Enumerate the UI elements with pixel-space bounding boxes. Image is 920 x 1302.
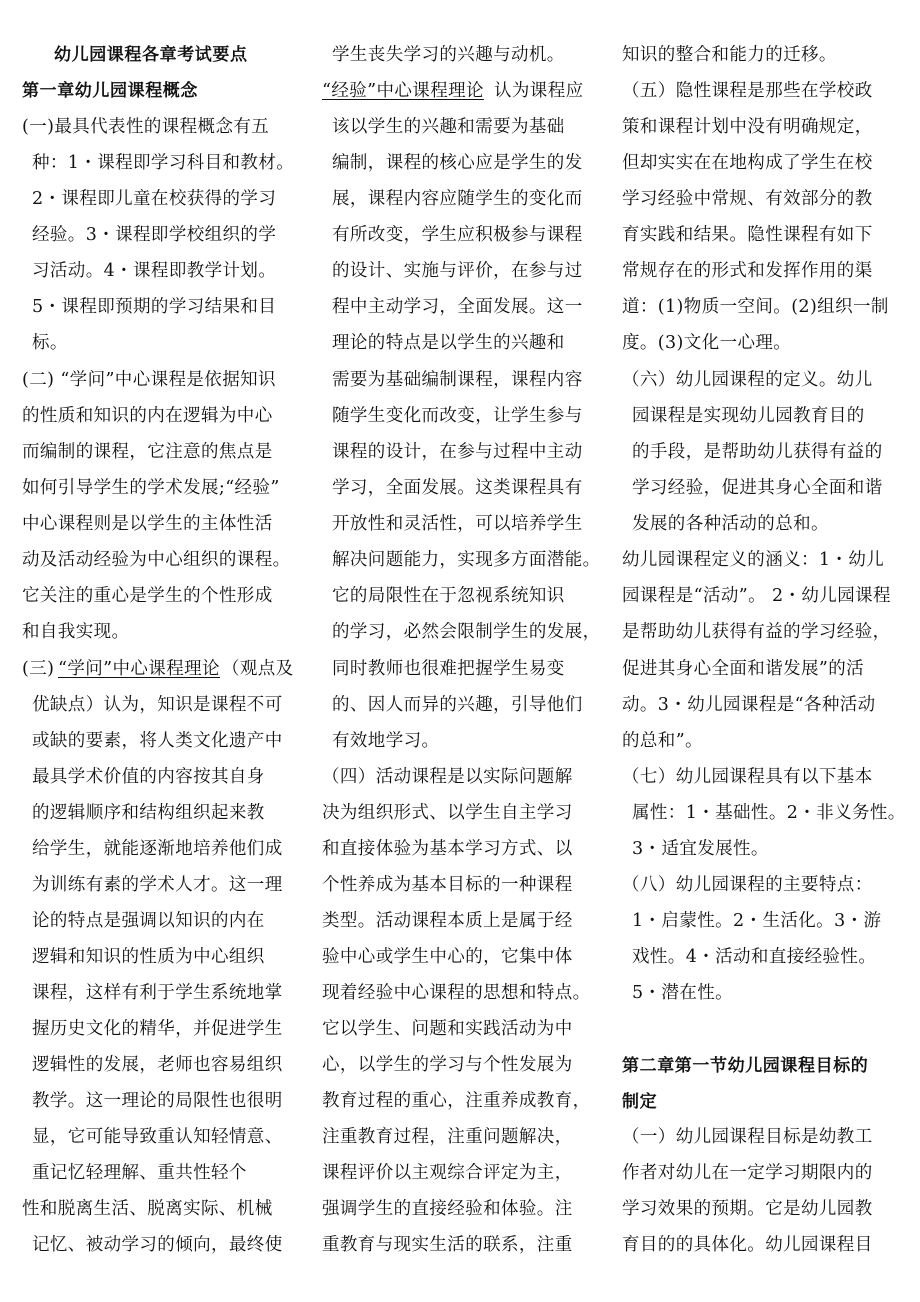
text-line: 而编制的课程，它注意的焦点是: [22, 442, 273, 462]
text-line: 度。(3)文化一心理。: [622, 333, 792, 353]
text-line: 性和脱离生活、脱离实际、机械: [22, 1199, 273, 1219]
text-line: 知识的整合和能力的迁移。: [622, 45, 837, 65]
text-line: 的逻辑顺序和结构组织起来教: [32, 803, 265, 823]
text-line: (三): [22, 659, 55, 679]
text-line: 常规存在的形式和发挥作用的渠: [622, 261, 873, 281]
text-line: 它以学生、问题和实践活动为中: [322, 1019, 573, 1039]
text-line: 重教育与现实生活的联系，注重: [322, 1235, 573, 1255]
text-line: 编制，课程的核心应是学生的发: [332, 153, 583, 173]
text-line: 现着经验中心课程的思想和特点。: [322, 983, 591, 1003]
text-line: 育目的的具体化。幼儿园课程目: [622, 1235, 873, 1255]
text-line: 5・潜在性。: [632, 983, 734, 1003]
text-line: 如何引导学生的学术发展;“经验”: [22, 478, 280, 498]
text-line: “学问”中心课程理论: [58, 659, 220, 679]
text-line: 习活动。4・课程即教学计划。: [32, 261, 277, 281]
text-line: 的性质和知识的内在逻辑为中心: [22, 406, 273, 426]
text-line: （五）隐性课程是那些在学校政: [622, 81, 873, 101]
text-line: 促进其身心全面和谐发展”的活: [622, 659, 865, 679]
text-line: 决为组织形式、以学生自主学习: [322, 803, 573, 823]
text-line: 需要为基础编制课程，课程内容: [332, 370, 583, 390]
text-line: 教育过程的重心，注重养成教育，: [322, 1091, 591, 1111]
text-line: 逻辑性的发展，老师也容易组织: [32, 1055, 283, 1075]
text-line: 但却实实在在地构成了学生在校: [622, 153, 873, 173]
text-line: (一)最具代表性的课程概念有五: [22, 117, 270, 137]
text-line: 最具学术价值的内容按其自身: [32, 767, 265, 787]
text-line: 的、因人而异的兴趣，引导他们: [332, 695, 583, 715]
text-line: 是帮助幼儿获得有益的学习经验，: [622, 622, 891, 642]
text-line: 个性养成为基本目标的一种课程: [322, 875, 573, 895]
text-line: 程中主动学习，全面发展。这一: [332, 297, 583, 317]
text-line: 给学生，就能逐渐地培养他们成: [32, 839, 283, 859]
text-line: 类型。活动课程本质上是属于经: [322, 911, 573, 931]
text-line: 解决问题能力，实现多方面潜能。: [332, 550, 601, 570]
text-line: 它的局限性在于忽视系统知识: [332, 586, 565, 606]
text-line: 握历史文化的精华，并促进学生: [32, 1019, 283, 1039]
text-line: 它关注的重心是学生的个性形成: [22, 586, 273, 606]
text-line: 随学生变化而改变，让学生参与: [332, 406, 583, 426]
text-line: 验中心或学生中心的，它集中体: [322, 947, 573, 967]
text-line: 作者对幼儿在一定学习期限内的: [622, 1163, 873, 1183]
text-line: 学习经验中常规、有效部分的教: [622, 189, 873, 209]
text-line: 学习，全面发展。这类课程具有: [332, 478, 583, 498]
text-line: 理论的特点是以学生的兴趣和: [332, 333, 565, 353]
text-line: 论的特点是强调以知识的内在: [32, 911, 265, 931]
text-line: 1・启蒙性。2・生活化。3・游: [632, 911, 882, 931]
text-line: 动及活动经验为中心组织的课程。: [22, 550, 291, 570]
text-line: 注重教育过程，注重问题解决，: [322, 1127, 573, 1147]
text-line: 课程的设计，在参与过程中主动: [332, 442, 583, 462]
text-line: 教学。这一理论的局限性也很明: [32, 1091, 283, 1111]
text-line: 为训练有素的学术人才。这一理: [32, 875, 283, 895]
text-line: 和自我实现。: [22, 622, 130, 642]
text-line: 认为课程应: [494, 81, 584, 101]
text-line: 的手段，是帮助幼儿获得有益的: [632, 442, 883, 462]
text-line: 园课程是“活动”。 2・幼儿园课程: [622, 586, 891, 606]
text-line: 育实践和结果。隐性课程有如下: [622, 225, 873, 245]
text-line: 学生丧失学习的兴趣与动机。: [332, 45, 565, 65]
text-line: 课程，这样有利于学生系统地掌: [32, 983, 283, 1003]
text-line: 园课程是实现幼儿园教育目的: [632, 406, 865, 426]
text-line: 属性：1・基础性。2・非义务性。: [632, 803, 906, 823]
text-line: （七）幼儿园课程具有以下基本: [622, 767, 873, 787]
text-line: 3・适宜发展性。: [632, 839, 769, 859]
text-line: (二) “学问”中心课程是依据知识: [22, 370, 276, 390]
text-line: 优缺点）认为，知识是课程不可: [32, 695, 283, 715]
text-line: “经验”中心课程理论: [322, 81, 484, 101]
text-line: 幼儿园课程定义的涵义：1・幼儿: [622, 550, 885, 570]
text-line: （六）幼儿园课程的定义。幼儿: [622, 370, 873, 390]
text-line: 戏性。4・活动和直接经验性。: [632, 947, 877, 967]
text-line: 中心课程则是以学生的主体性活: [22, 514, 273, 534]
text-line: 同时教师也很难把握学生易变: [332, 659, 565, 679]
text-line: 5・课程即预期的学习结果和目: [32, 297, 277, 317]
text-line: 策和课程计划中没有明确规定，: [622, 117, 873, 137]
text-line: 学习效果的预期。它是幼儿园教: [622, 1199, 873, 1219]
text-line: （一）幼儿园课程目标是幼教工: [622, 1127, 873, 1147]
text-line: （四）活动课程是以实际问题解: [322, 767, 573, 787]
text-line: 的学习，必然会限制学生的发展，: [332, 622, 601, 642]
heading-line: 幼儿园课程各章考试要点: [54, 45, 248, 65]
text-line: 2・课程即儿童在校获得的学习: [32, 189, 277, 209]
text-line: 有所改变，学生应积极参与课程: [332, 225, 583, 245]
text-line: 的设计、实施与评价，在参与过: [332, 261, 583, 281]
text-line: 种：1・课程即学习科目和教材。: [32, 153, 295, 173]
text-line: （观点及: [222, 659, 294, 679]
text-line: 经验。3・课程即学校组织的学: [32, 225, 277, 245]
text-line: 标。: [32, 333, 68, 353]
text-line: 心，以学生的学习与个性发展为: [322, 1055, 573, 1075]
text-line: （八）幼儿园课程的主要特点：: [622, 875, 873, 895]
heading-line: 第一章幼儿园课程概念: [22, 81, 198, 101]
text-line: 和直接体验为基本学习方式、以: [322, 839, 573, 859]
heading-line: 制定: [622, 1092, 658, 1112]
text-line: 重记忆轻理解、重共性轻个: [32, 1163, 247, 1183]
text-line: 发展的各种活动的总和。: [632, 514, 829, 534]
text-line: 道：(1)物质一空间。(2)组织一制: [622, 297, 889, 317]
text-line: 强调学生的直接经验和体验。注: [322, 1199, 573, 1219]
text-line: 学习经验，促进其身心全面和谐: [632, 478, 883, 498]
text-line: 开放性和灵活性，可以培养学生: [332, 514, 583, 534]
text-line: 课程评价以主观综合评定为主，: [322, 1163, 573, 1183]
text-line: 有效地学习。: [332, 731, 440, 751]
text-line: 该以学生的兴趣和需要为基础: [332, 117, 565, 137]
text-line: 的总和”。: [622, 731, 703, 751]
text-line: 逻辑和知识的性质为中心组织: [32, 947, 265, 967]
text-line: 显，它可能导致重认知轻情意、: [32, 1127, 283, 1147]
text-line: 动。3・幼儿园课程是“各种活动: [622, 695, 876, 715]
text-line: 或缺的要素，将人类文化遗产中: [32, 731, 283, 751]
text-line: 记忆、被动学习的倾向，最终使: [32, 1235, 283, 1255]
heading-line: 第二章第一节幼儿园课程目标的: [622, 1056, 869, 1076]
text-line: 展，课程内容应随学生的变化而: [332, 189, 583, 209]
